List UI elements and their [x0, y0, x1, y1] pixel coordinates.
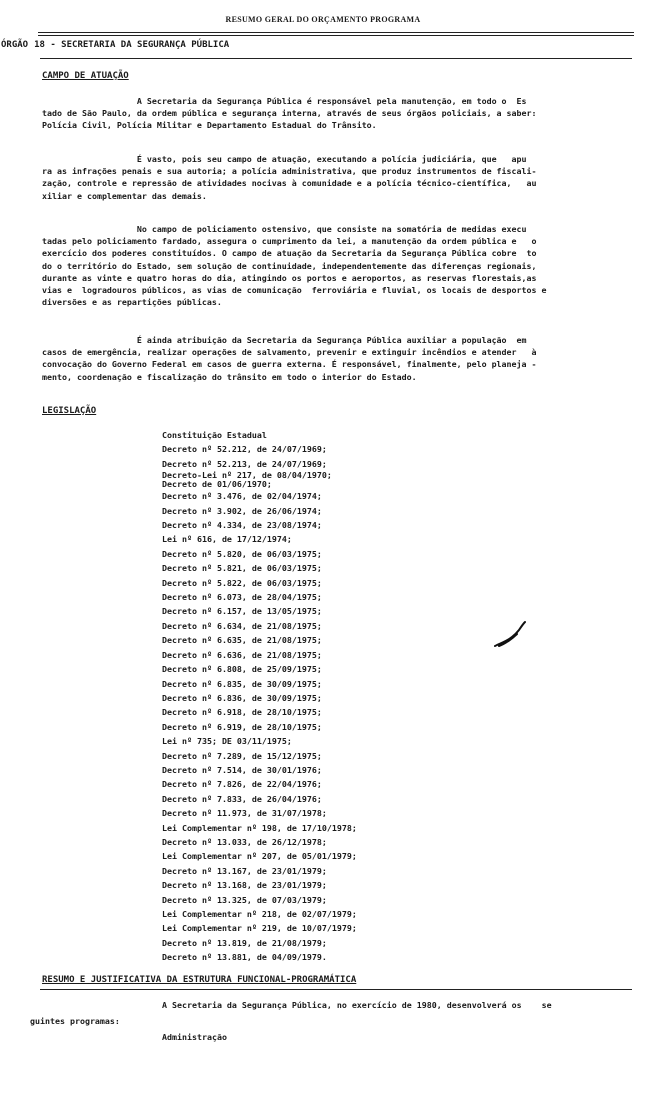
list-item: Decreto nº 3.476, de 02/04/1974;	[162, 491, 322, 502]
list-item: Decreto nº 5.820, de 06/03/1975;	[162, 548, 322, 559]
list-item: Decreto nº 13.325, de 07/03/1979;	[162, 894, 327, 905]
text-line: Polícia Civil, Polícia Militar e Departamento Estadual do Trânsito.	[42, 120, 377, 131]
text-line: tadas pelo policiamento fardado, assegura o cumprimento da lei, a manutenção da ordem pública e o	[42, 236, 537, 247]
list-item: Lei Complementar nº 207, de 05/01/1979;	[162, 851, 357, 862]
list-item: Decreto nº 4.334, de 23/08/1974;	[162, 520, 322, 531]
pen-mark-stroke	[495, 622, 525, 646]
text-line: A Secretaria da Segurança Pública é responsável pela manutenção, em todo o Es	[42, 96, 527, 106]
list-item: Decreto nº 13.819, de 21/08/1979;	[162, 937, 327, 948]
list-item: Decreto nº 6.157, de 13/05/1975;	[162, 606, 322, 617]
list-item: Decreto nº 7.826, de 22/04/1976;	[162, 779, 322, 790]
text-line: do o território do Estado, sem solução de continuidade, independentemente das diferenças regionais,	[42, 260, 537, 271]
header-rule-top	[38, 32, 634, 33]
orgao-rule	[40, 58, 632, 59]
campo-paragraph-3	[42, 223, 547, 308]
list-item: Decreto de 01/06/1970;	[162, 479, 272, 490]
list-item: Decreto nº 13.168, de 23/01/1979;	[162, 880, 327, 891]
list-item: Decreto nº 11.973, de 31/07/1978;	[162, 808, 327, 819]
orgao-line	[1, 40, 229, 50]
list-item: Lei nº 616, de 17/12/1974;	[162, 534, 292, 545]
text-line: xiliar e complementar das demais.	[42, 190, 207, 201]
list-item: Decreto nº 52.212, de 24/07/1969;	[162, 444, 327, 455]
text-line: ra as infrações penais e sua autoria; a polícia administrativa, que produz instrumentos de fiscali-	[42, 166, 537, 177]
list-item: Decreto nº 6.808, de 25/09/1975;	[162, 664, 322, 675]
list-item: Constituição Estadual	[162, 430, 267, 440]
orgao-name: 18 - SECRETARIA DA SEGURANÇA PÚBLICA	[34, 40, 230, 50]
list-item: Decreto nº 7.289, de 15/12/1975;	[162, 750, 322, 761]
list-item: Decreto nº 5.821, de 06/03/1975;	[162, 563, 322, 574]
list-item: Decreto nº 6.636, de 21/08/1975;	[162, 649, 322, 660]
text-line: convocação do Governo Federal em casos de guerra externa. É responsável, finalmente, pelo planeja -	[42, 359, 537, 370]
text-line: durante as vinte e quatro horas do dia, atingindo os portos e aeroportos, as reservas florestais,as	[42, 272, 537, 283]
campo-paragraph-2	[42, 153, 537, 202]
campo-paragraph-1	[42, 95, 537, 132]
text-line: mento, coordenação e fiscalização do trânsito em todo o interior do Estado.	[42, 371, 417, 382]
legislacao-list	[162, 428, 357, 965]
list-item: Decreto nº 6.919, de 28/10/1975;	[162, 721, 322, 732]
text-line: vias e logradouros públicos, as vias de comunicação ferroviária e fluvial, os locais de desportos e	[42, 285, 547, 296]
list-item: Decreto nº 13.167, de 23/01/1979;	[162, 865, 327, 876]
text-line: É vasto, pois seu campo de atuação, executando a polícia judiciária, que apu	[42, 154, 527, 164]
list-item: Decreto nº 6.073, de 28/04/1975;	[162, 592, 322, 603]
list-item: Decreto-Lei nº 217, de 08/04/1970;	[162, 470, 332, 481]
list-item: Decreto nº 7.514, de 30/01/1976;	[162, 764, 322, 775]
list-item: Decreto nº 6.634, de 21/08/1975;	[162, 620, 322, 631]
text-line: No campo de policiamento ostensivo, que consiste na somatória de medidas execu	[42, 224, 527, 234]
list-item: Decreto nº 6.918, de 28/10/1975;	[162, 707, 322, 718]
resumo-line-3: Administração	[162, 1032, 227, 1042]
list-item: Lei nº 735; DE 03/11/1975;	[162, 736, 292, 747]
pen-mark-scribble	[493, 620, 527, 650]
list-item: Lei Complementar nº 219, de 10/07/1979;	[162, 923, 357, 934]
list-item: Decreto nº 13.033, de 26/12/1978;	[162, 836, 327, 847]
text-line: É ainda atribuição da Secretaria da Segurança Pública auxiliar a população em	[42, 335, 527, 345]
resumo-title: RESUMO E JUSTIFICATIVA DA ESTRUTURA FUNCIONAL-PROGRAMÁTICA	[42, 975, 357, 985]
list-item: Decreto nº 6.635, de 21/08/1975;	[162, 635, 322, 646]
resumo-line-2: guintes programas:	[30, 1016, 120, 1026]
list-item: Decreto nº 6.835, de 30/09/1975;	[162, 678, 322, 689]
legislacao-title: LEGISLAÇÃO	[42, 406, 97, 416]
text-line: diversões e as repartições públicas.	[42, 297, 222, 308]
list-item: Lei Complementar nº 218, de 02/07/1979;	[162, 909, 357, 919]
list-item: Decreto nº 5.822, de 06/03/1975;	[162, 577, 322, 588]
header-rule-double	[38, 35, 634, 36]
list-item: Decreto nº 52.213, de 24/07/1969;	[162, 458, 327, 469]
campo-paragraph-4	[42, 334, 537, 383]
text-line: casos de emergência, realizar operações de salvamento, prevenir e extinguir incêndios e atender à	[42, 347, 537, 358]
list-item: Decreto nº 6.836, de 30/09/1975;	[162, 692, 322, 703]
text-line: tado de São Paulo, da ordem pública e segurança interna, através de seus órgãos policiais, a saber:	[42, 108, 537, 119]
list-item: Decreto nº 7.833, de 26/04/1976;	[162, 793, 322, 804]
list-item: Lei Complementar nº 198, de 17/10/1978;	[162, 822, 357, 833]
resumo-rule	[40, 989, 632, 990]
orgao-label: ÓRGÃO	[1, 40, 29, 50]
list-item: Decreto nº 3.902, de 26/06/1974;	[162, 505, 322, 516]
text-line: exercício dos poderes constituídos. O campo de atuação da Secretaria da Segurança Pública cobre to	[42, 248, 537, 259]
list-item: Decreto nº 13.881, de 04/09/1979.	[162, 952, 327, 963]
page-header-title: RESUMO GERAL DO ORÇAMENTO PROGRAMA	[225, 15, 421, 24]
campo-title: CAMPO DE ATUAÇÃO	[42, 71, 129, 81]
text-line: zação, controle e repressão de atividades nocivas à comunidade e a polícia técnico-científica, au	[42, 178, 537, 189]
resumo-line-1: A Secretaria da Segurança Pública, no exercício de 1980, desenvolverá os se	[162, 1000, 552, 1010]
